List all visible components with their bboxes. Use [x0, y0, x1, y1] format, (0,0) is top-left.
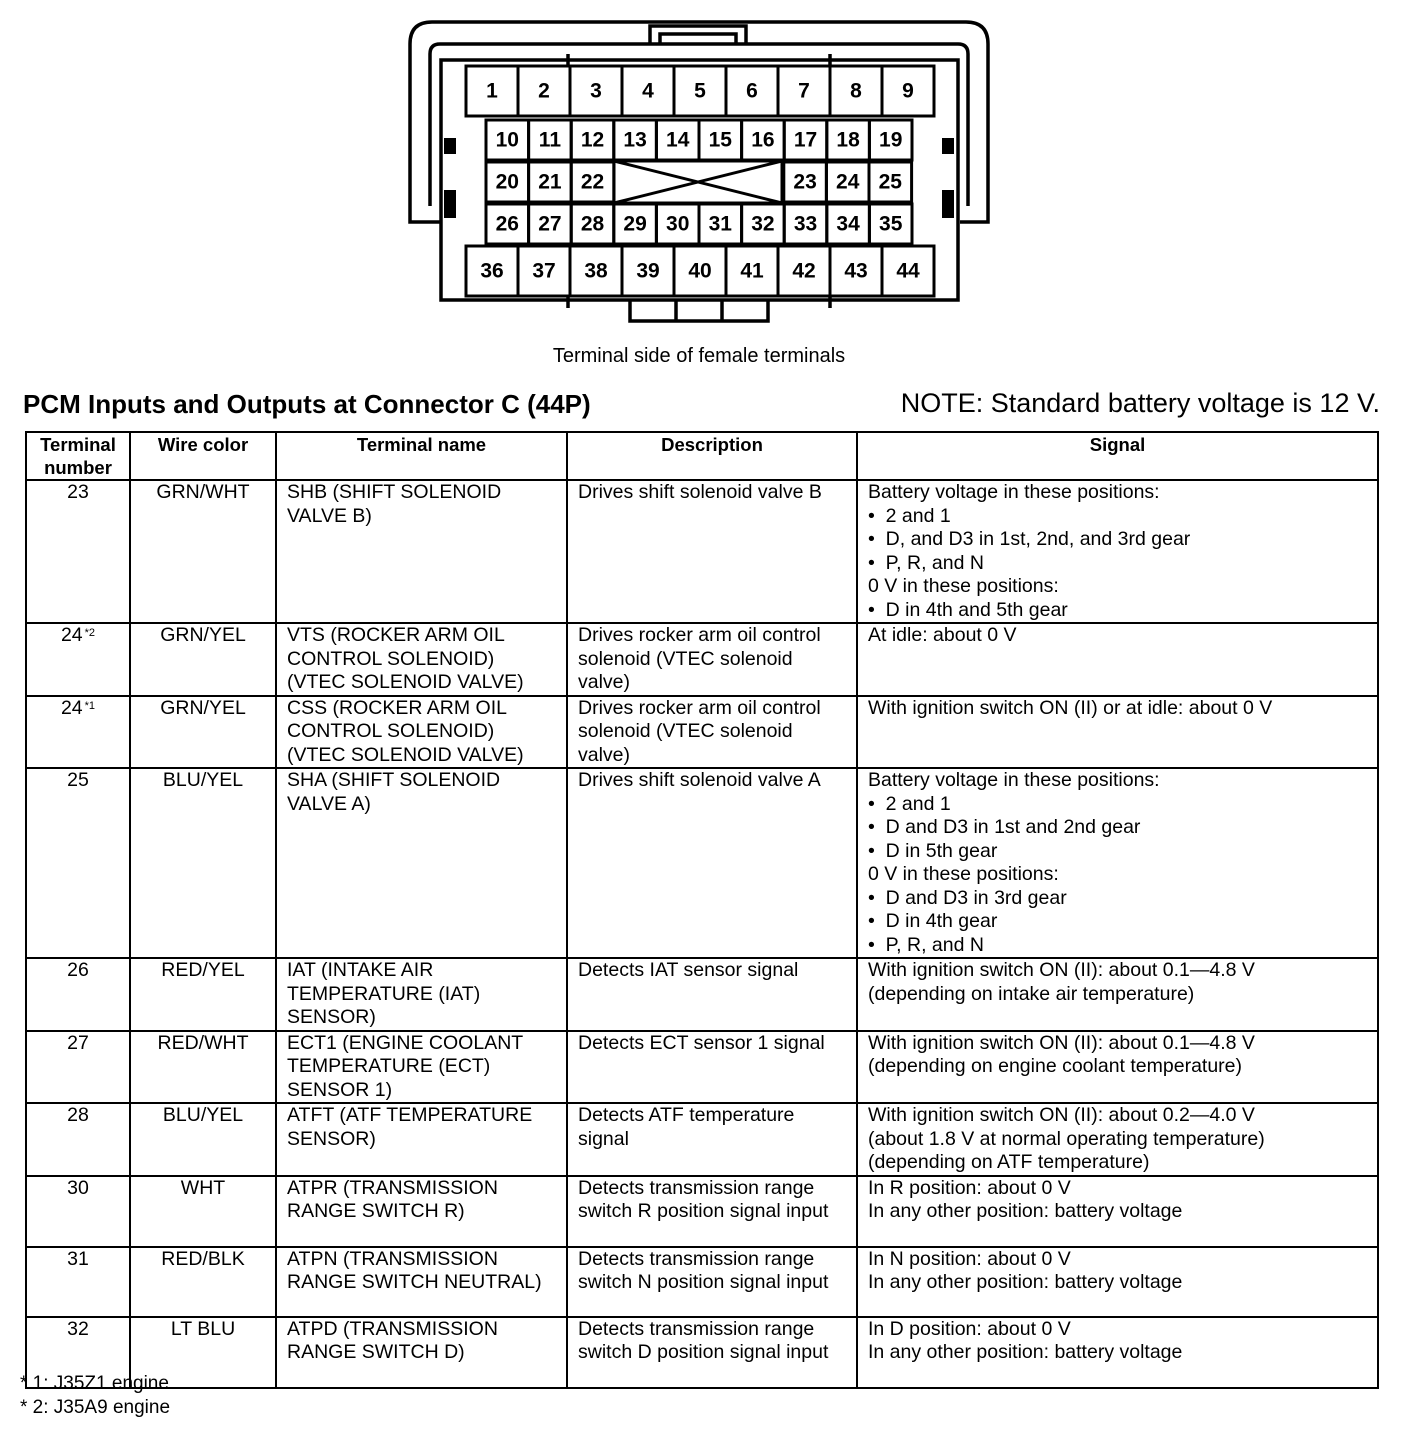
terminal-label-40: 40 [688, 259, 712, 283]
wire-color-cell: LT BLU [130, 1317, 276, 1388]
terminal-label-33: 33 [793, 212, 818, 236]
signal-line: With ignition switch ON (II) or at idle: about 0 V [868, 696, 1273, 719]
description-cell: Drives rocker arm oil control solenoid (VTEC solenoid valve) [567, 696, 857, 769]
terminal-label-34: 34 [836, 212, 860, 236]
terminal-label-18: 18 [836, 128, 860, 152]
terminal-label-20: 20 [495, 170, 519, 194]
wire-color-cell: BLU/YEL [130, 768, 276, 958]
terminal-number-cell [26, 1103, 130, 1176]
terminal-label-26: 26 [495, 212, 519, 236]
terminal-number: 27 [67, 1031, 89, 1054]
terminal-label-11: 11 [538, 128, 562, 152]
signal-bullet-line: • P, R, and N [868, 934, 1367, 958]
signal-line: Battery voltage in these positions: [868, 481, 1160, 503]
wire-color-cell: WHT [130, 1176, 276, 1247]
header-signal: Signal [857, 432, 1378, 480]
signal-cell [857, 1317, 1378, 1388]
table-header-row [26, 432, 1378, 480]
terminal-label-8: 8 [850, 79, 862, 103]
header-terminal-number [26, 432, 130, 480]
terminal-number: 25 [67, 769, 89, 791]
terminal-number: 24 [60, 624, 83, 646]
terminal-label-27: 27 [538, 212, 562, 236]
signal-line: In any other position: battery voltage [868, 1200, 1183, 1222]
terminal-number: 30 [67, 1176, 89, 1199]
terminal-number-cell [26, 1031, 130, 1104]
terminal-number: 28 [67, 1104, 89, 1126]
footnote-marker: *2 [84, 627, 96, 639]
terminal-name-cell: ATPN (TRANSMISSION RANGE SWITCH NEUTRAL) [276, 1247, 567, 1317]
footnote-1: * 1: J35Z1 engine [20, 1373, 169, 1394]
header-terminal-name: Terminal name [276, 432, 567, 480]
terminal-label-9: 9 [902, 79, 914, 103]
page-title: PCM Inputs and Outputs at Connector C (44P) [23, 389, 591, 419]
signal-bullet-line: • D in 5th gear [868, 840, 1367, 864]
signal-bullet-line: • 2 and 1 [868, 793, 1367, 817]
wire-color-cell: GRN/YEL [130, 623, 276, 696]
connector-diagram [0, 0, 1408, 340]
header-terminal-line2: number [44, 457, 112, 478]
terminal-number: 31 [67, 1247, 89, 1270]
terminal-number-cell [26, 480, 130, 623]
terminal-label-3: 3 [590, 79, 602, 103]
terminal-label-2: 2 [538, 79, 550, 103]
terminal-label-6: 6 [746, 79, 758, 103]
terminal-label-12: 12 [580, 128, 605, 152]
terminal-number-cell [26, 958, 130, 1031]
description-cell: Drives shift solenoid valve B [567, 480, 857, 623]
signal-bullet-line: • D in 4th gear [868, 910, 1367, 934]
signal-bullet-line: • D in 4th and 5th gear [868, 599, 1367, 623]
signal-cell [857, 1031, 1378, 1104]
terminal-label-7: 7 [798, 79, 810, 103]
description-cell: Detects ATF temperature signal [567, 1103, 857, 1176]
terminal-label-1: 1 [486, 79, 498, 103]
terminal-number-cell [26, 768, 130, 958]
terminal-number-cell [26, 696, 130, 769]
signal-line: In any other position: battery voltage [868, 1271, 1183, 1293]
terminal-label-36: 36 [480, 259, 504, 283]
description-cell: Detects transmission range switch N position signal input [567, 1247, 857, 1317]
signal-cell [857, 480, 1378, 623]
signal-line: With ignition switch ON (II): about 0.1—4.8 V [868, 959, 1255, 981]
table-row [26, 696, 1378, 769]
connector-caption: Terminal side of female terminals [552, 345, 846, 367]
signal-line: With ignition switch ON (II): about 0.2—4.0 V [868, 1104, 1255, 1126]
terminal-number: 23 [67, 481, 89, 503]
signal-cell [857, 696, 1378, 769]
terminal-label-44: 44 [896, 259, 920, 283]
table-row [26, 958, 1378, 1031]
terminal-label-37: 37 [532, 259, 556, 283]
signal-line: (depending on ATF temperature) [868, 1151, 1150, 1173]
table-row [26, 480, 1378, 623]
terminal-label-4: 4 [642, 79, 654, 103]
table-row [26, 1247, 1378, 1317]
terminal-name-cell: SHA (SHIFT SOLENOID VALVE A) [276, 768, 567, 958]
terminal-label-29: 29 [623, 212, 647, 236]
signal-line: (about 1.8 V at normal operating temperature) [868, 1127, 1265, 1150]
terminal-label-23: 23 [793, 170, 817, 194]
table-row [26, 1176, 1378, 1247]
signal-line: 0 V in these positions: [868, 863, 1059, 885]
description-cell: Detects transmission range switch D position signal input [567, 1317, 857, 1388]
signal-cell [857, 1176, 1378, 1247]
wire-color-cell: RED/BLK [130, 1247, 276, 1317]
header-description: Description [567, 432, 857, 480]
table-row [26, 1317, 1378, 1388]
terminal-label-10: 10 [495, 128, 519, 152]
table-row [26, 623, 1378, 696]
terminal-label-24: 24 [836, 170, 860, 194]
signal-line: In D position: about 0 V [868, 1317, 1071, 1340]
terminal-number-cell [26, 1247, 130, 1317]
terminal-label-28: 28 [580, 212, 605, 236]
table-row [26, 1103, 1378, 1176]
terminal-name-cell: ECT1 (ENGINE COOLANT TEMPERATURE (ECT) SENSOR 1) [276, 1031, 567, 1104]
description-cell: Drives rocker arm oil control solenoid (VTEC solenoid valve) [567, 623, 857, 696]
description-cell: Detects ECT sensor 1 signal [567, 1031, 857, 1104]
terminal-label-22: 22 [580, 170, 605, 194]
wire-color-cell: GRN/WHT [130, 480, 276, 623]
terminal-label-39: 39 [636, 259, 660, 283]
terminal-label-30: 30 [666, 212, 690, 236]
terminal-name-cell: ATPR (TRANSMISSION RANGE SWITCH R) [276, 1176, 567, 1247]
signal-bullet-line: • D, and D3 in 1st, 2nd, and 3rd gear [868, 528, 1367, 552]
signal-line: Battery voltage in these positions: [868, 769, 1160, 791]
terminal-number: 32 [67, 1317, 89, 1340]
terminal-label-15: 15 [708, 128, 732, 152]
terminal-label-17: 17 [793, 128, 818, 152]
terminal-name-cell: CSS (ROCKER ARM OIL CONTROL SOLENOID) (VTEC SOLENOID VALVE) [276, 696, 567, 769]
wire-color-cell: GRN/YEL [130, 696, 276, 769]
terminal-label-19: 19 [879, 128, 903, 152]
voltage-note: NOTE: Standard battery voltage is 12 V. [900, 388, 1380, 418]
table-row [26, 1031, 1378, 1104]
signal-bullet-line: • P, R, and N [868, 552, 1367, 576]
terminal-name-cell: ATFT (ATF TEMPERATURE SENSOR) [276, 1103, 567, 1176]
terminal-number-cell [26, 1176, 130, 1247]
signal-line: With ignition switch ON (II): about 0.1—4.8 V [868, 1031, 1255, 1054]
signal-bullet-line: • D and D3 in 1st and 2nd gear [868, 816, 1367, 840]
signal-cell [857, 958, 1378, 1031]
signal-line: (depending on intake air temperature) [868, 982, 1195, 1005]
wire-color-cell: RED/WHT [130, 1031, 276, 1104]
signal-bullet-line: • 2 and 1 [868, 505, 1367, 529]
terminal-label-43: 43 [844, 259, 868, 283]
signal-line: At idle: about 0 V [868, 624, 1017, 646]
terminal-label-5: 5 [694, 79, 706, 103]
header-terminal-line1: Terminal [40, 434, 116, 455]
signal-cell [857, 1247, 1378, 1317]
terminal-label-16: 16 [751, 128, 775, 152]
description-cell: Drives shift solenoid valve A [567, 768, 857, 958]
description-cell: Detects IAT sensor signal [567, 958, 857, 1031]
terminal-number-cell [26, 623, 130, 696]
terminal-name-cell: IAT (INTAKE AIR TEMPERATURE (IAT) SENSOR) [276, 958, 567, 1031]
terminal-name-cell: VTS (ROCKER ARM OIL CONTROL SOLENOID) (VTEC SOLENOID VALVE) [276, 623, 567, 696]
wire-color-cell: RED/YEL [130, 958, 276, 1031]
terminal-name-cell: SHB (SHIFT SOLENOID VALVE B) [276, 480, 567, 623]
signal-line: 0 V in these positions: [868, 575, 1059, 597]
terminal-label-21: 21 [538, 170, 562, 194]
table-row [26, 768, 1378, 958]
terminal-label-38: 38 [584, 259, 608, 283]
header-wire-color: Wire color [130, 432, 276, 480]
terminal-label-25: 25 [878, 170, 902, 194]
terminal-label-42: 42 [792, 259, 816, 283]
terminal-label-14: 14 [666, 128, 690, 152]
signal-cell [857, 768, 1378, 958]
signal-cell [857, 1103, 1378, 1176]
io-table [25, 431, 1379, 1389]
wire-color-cell: BLU/YEL [130, 1103, 276, 1176]
signal-line: In N position: about 0 V [868, 1247, 1071, 1270]
terminal-label-41: 41 [740, 259, 764, 283]
terminal-name-cell: ATPD (TRANSMISSION RANGE SWITCH D) [276, 1317, 567, 1388]
terminal-number: 24 [60, 696, 83, 719]
terminal-label-31: 31 [708, 212, 732, 236]
terminal-label-13: 13 [623, 128, 647, 152]
terminal-label-32: 32 [751, 212, 775, 236]
signal-cell [857, 623, 1378, 696]
signal-line: (depending on engine coolant temperature) [868, 1055, 1243, 1077]
description-cell: Detects transmission range switch R position signal input [567, 1176, 857, 1247]
footnote-2: * 2: J35A9 engine [20, 1397, 171, 1418]
signal-bullet-line: • D and D3 in 3rd gear [868, 887, 1367, 911]
footnote-marker: *1 [84, 699, 96, 712]
signal-line: In R position: about 0 V [868, 1176, 1071, 1199]
terminal-label-35: 35 [879, 212, 903, 236]
terminal-number: 26 [67, 959, 89, 981]
signal-line: In any other position: battery voltage [868, 1341, 1183, 1363]
